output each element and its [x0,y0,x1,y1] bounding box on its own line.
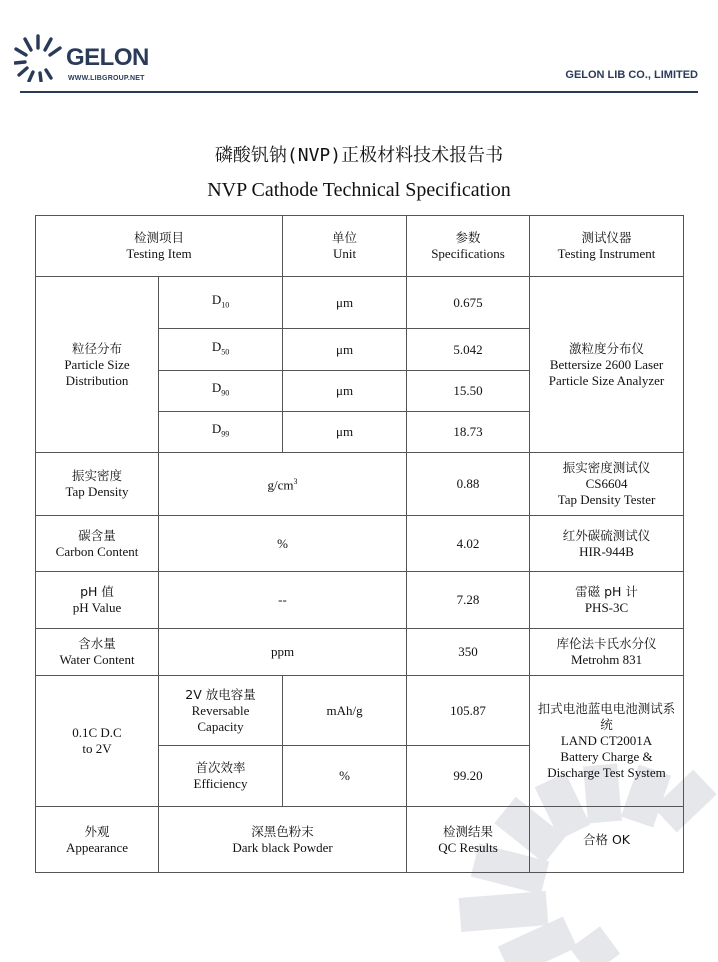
appearance-label: 外观 Appearance [36,807,159,873]
psd-d99-value: 18.73 [407,412,530,453]
table-row [36,572,684,629]
capacity-unit: mAh/g [283,676,407,746]
table-row [36,516,684,572]
qc-result-value: 合格 OK [530,807,684,873]
header-testing-instrument: 测试仪器 Testing Instrument [530,216,684,277]
capacity-value: 105.87 [407,676,530,746]
tap-density-value: 0.88 [407,453,530,516]
ph-instrument: 雷磁 pH 计 PHS-3C [530,572,684,629]
carbon-value: 4.02 [407,516,530,572]
psd-d90-unit: μm [283,371,407,412]
logo-wordmark: GELON [66,44,149,71]
carbon-unit: % [159,516,407,572]
psd-d99-label: $D_{99}$ [159,412,283,453]
tap-density-label: 振实密度 Tap Density [36,453,159,516]
electrochem-label: 0.1C D.C to 2V [36,676,159,807]
specification-table [35,215,684,873]
header-divider [20,91,698,93]
title-english: NVP Cathode Technical Specification [207,179,511,201]
psd-d99-unit: μm [283,412,407,453]
tap-density-unit: $g/cm^3$ [159,453,407,516]
logo-url: WWW.LIBGROUP.NET [68,75,145,82]
psd-d90-label: $D_{90}$ [159,371,283,412]
psd-label: 粒径分布 Particle Size Distribution [36,277,159,453]
psd-instrument: 激粒度分布仪 Bettersize 2600 Laser Particle Size Analyzer [530,277,684,453]
gelon-logo-icon [14,34,62,82]
header-unit: 单位 Unit [283,216,407,277]
capacity-label: 2V 放电容量 Reversable Capacity [159,676,283,746]
efficiency-unit: % [283,746,407,807]
ph-value: 7.28 [407,572,530,629]
tap-density-instrument: 振实密度测试仪 CS6604 Tap Density Tester [530,453,684,516]
efficiency-label: 首次效率 Efficiency [159,746,283,807]
psd-d50-unit: μm [283,329,407,371]
company-name: GELON LIB CO., LIMITED [565,69,698,81]
appearance-value: 深黑色粉末 Dark black Powder [159,807,407,873]
table-row [36,453,684,516]
psd-d50-label: $D_{50}$ [159,329,283,371]
psd-d10-value: 0.675 [407,277,530,329]
page-header [0,0,718,100]
carbon-instrument: 红外碳硫测试仪 HIR-944B [530,516,684,572]
electrochem-instrument: 扣式电池蓝电电池测试系统 LAND CT2001A Battery Charge & Discharge Test System [530,676,684,807]
title-chinese: 磷酸钒钠(NVP)正极材料技术报告书 [214,145,504,166]
psd-d90-value: 15.50 [407,371,530,412]
header-specifications: 参数 Specifications [407,216,530,277]
psd-d10-unit: μm [283,277,407,329]
carbon-label: 碳含量 Carbon Content [36,516,159,572]
psd-d10-label: $D_{10}$ [159,277,283,329]
water-unit: ppm [159,629,407,676]
water-value: 350 [407,629,530,676]
table-row [36,277,684,329]
header-testing-item: 检测项目 Testing Item [36,216,283,277]
table-row [36,629,684,676]
table-row [36,807,684,873]
table-header-row [36,216,684,277]
water-instrument: 库伦法卡氏水分仪 Metrohm 831 [530,629,684,676]
efficiency-value: 99.20 [407,746,530,807]
water-label: 含水量 Water Content [36,629,159,676]
psd-d50-value: 5.042 [407,329,530,371]
ph-unit: -- [159,572,407,629]
qc-results-label: 检测结果 QC Results [407,807,530,873]
table-row [36,676,684,746]
ph-label: pH 值 pH Value [36,572,159,629]
